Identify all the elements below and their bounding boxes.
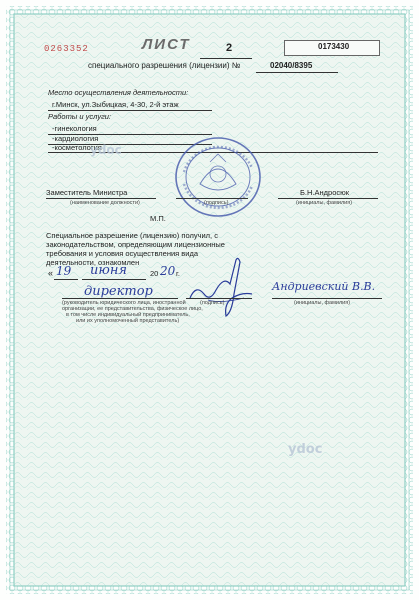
recipient-signature-icon bbox=[186, 254, 256, 320]
recipient-name: Андриевский В.В. bbox=[272, 280, 376, 293]
sheet-number-line bbox=[200, 58, 252, 59]
ack-line-1: Специальное разрешение (лицензию) получил, с bbox=[46, 231, 218, 240]
recipient-caption-2: организации, ее представительства, физическое лицо, bbox=[62, 306, 203, 312]
official-seal-icon bbox=[172, 134, 264, 220]
position-caption: (наименование должности) bbox=[70, 200, 140, 206]
ack-line-3: требования и условия осуществления вида bbox=[46, 249, 199, 258]
date-month: июня bbox=[90, 263, 127, 278]
serial-number: 0263352 bbox=[44, 44, 89, 54]
work-item-2: -кардиология bbox=[52, 134, 99, 143]
watermark-1: ydoc bbox=[90, 143, 122, 157]
place-label: Место осуществления деятельности: bbox=[48, 88, 189, 97]
address: г.Минск, ул.Зыбицкая, 4-30, 2-й этаж bbox=[52, 100, 179, 109]
sheet-number: 2 bbox=[226, 42, 233, 54]
recipient-position: директор bbox=[84, 284, 153, 299]
recipient-signature-line bbox=[186, 298, 252, 299]
ack-line-2: законодательством, определяющим лицензионные bbox=[46, 240, 225, 249]
official-name-line bbox=[278, 198, 378, 199]
date-open-quote: « bbox=[48, 268, 54, 278]
position: Заместитель Министра bbox=[46, 188, 128, 197]
recipient-caption-1: (руководитель юридического лица, иностранной bbox=[62, 300, 186, 306]
license-number-box-value: 0173430 bbox=[318, 42, 350, 51]
recipient-caption-3: в том числе индивидуальный предприниматель, bbox=[66, 312, 190, 318]
work-item-3: -косметология bbox=[52, 143, 102, 152]
stamp-place: М.П. bbox=[150, 214, 166, 223]
official-name: Б.Н.Андросюк bbox=[300, 188, 350, 197]
recipient-name-caption: (инициалы, фамилия) bbox=[294, 300, 351, 306]
recipient-caption-4: или их уполномоченный представитель) bbox=[76, 318, 180, 324]
position-line bbox=[46, 198, 156, 199]
date-year-prefix: 20 bbox=[150, 269, 159, 278]
date-year-suffix: 20 bbox=[160, 264, 176, 278]
signature-line bbox=[176, 198, 248, 199]
date-year-g: г. bbox=[176, 269, 180, 278]
work-item-1: -гинекология bbox=[52, 124, 97, 133]
recipient-signature-caption: (подпись) bbox=[200, 300, 225, 306]
subtitle: специального разрешения (лицензии) № bbox=[88, 61, 241, 70]
date-day: 19 bbox=[56, 264, 72, 278]
license-number: 02040/8395 bbox=[270, 61, 313, 70]
date-day-line bbox=[54, 279, 78, 280]
official-caption: (инициалы, фамилия) bbox=[296, 200, 353, 206]
address-line bbox=[48, 110, 212, 111]
ack-line-4: деятельности, ознакомлен bbox=[46, 258, 140, 267]
date-month-line bbox=[82, 279, 146, 280]
signature-caption: (подпись) bbox=[204, 200, 229, 206]
recipient-name-line bbox=[272, 298, 382, 299]
watermark-2: ydoc bbox=[288, 442, 323, 457]
recipient-position-line bbox=[62, 298, 178, 299]
works-label: Работы и услуги: bbox=[48, 112, 112, 121]
sheet-title: ЛИСТ bbox=[142, 36, 191, 53]
license-number-line bbox=[256, 72, 338, 73]
